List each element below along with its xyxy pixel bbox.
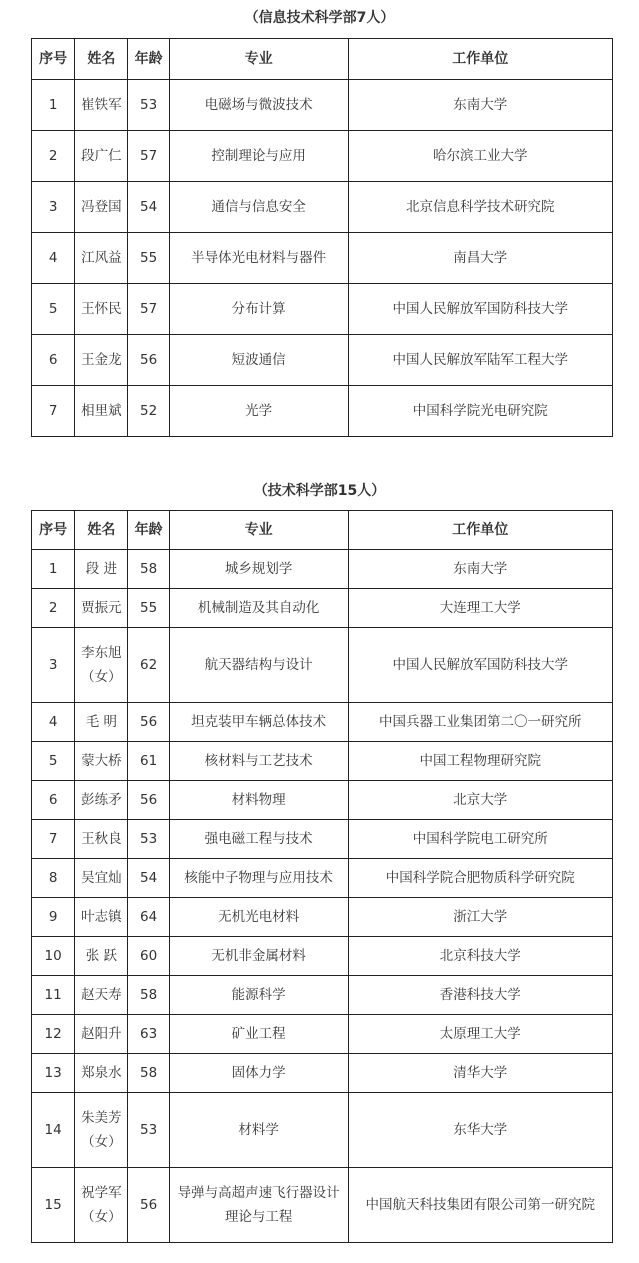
- header-cell-major: 专业: [169, 511, 348, 550]
- table-row: [32, 820, 613, 859]
- cell-name: [75, 742, 128, 781]
- cell-no: 3: [32, 628, 75, 703]
- major-text: 矿业工程: [231, 1026, 286, 1042]
- cell-unit: 东南大学: [348, 550, 612, 589]
- gender-note: （女）: [81, 1209, 122, 1225]
- table-row: [32, 131, 613, 182]
- cell-name: 冯登国: [75, 182, 128, 233]
- cell-unit: 太原理工大学: [348, 1015, 612, 1054]
- cell-name: [75, 781, 128, 820]
- header-cell-age: 年龄: [128, 511, 169, 550]
- table-row: [32, 335, 613, 386]
- cell-unit: 中国人民解放军国防科技大学: [348, 628, 612, 703]
- name-text: 蒙大桥: [81, 753, 122, 769]
- cell-no: 11: [32, 976, 75, 1015]
- cell-unit: 中国工程物理研究院: [348, 742, 612, 781]
- cell-major: 光学: [169, 386, 348, 437]
- cell-unit: 中国航天科技集团有限公司第一研究院: [348, 1168, 612, 1243]
- cell-name: [75, 976, 128, 1015]
- name-text: 王秋良: [81, 831, 122, 847]
- cell-age: 52: [128, 386, 169, 437]
- cell-no: 7: [32, 386, 75, 437]
- cell-age: 56: [128, 703, 169, 742]
- cell-major: [169, 703, 348, 742]
- cell-name: [75, 1168, 128, 1243]
- table-row: [32, 898, 613, 937]
- table-row: [32, 589, 613, 628]
- cell-name: 王金龙: [75, 335, 128, 386]
- cell-no: 13: [32, 1054, 75, 1093]
- table-row: [32, 1093, 613, 1168]
- cell-no: 8: [32, 859, 75, 898]
- cell-name: [75, 859, 128, 898]
- cell-major: [169, 550, 348, 589]
- cell-no: 10: [32, 937, 75, 976]
- table-row: [32, 182, 613, 233]
- cell-unit: 北京大学: [348, 781, 612, 820]
- cell-name: [75, 628, 128, 703]
- cell-unit: 南昌大学: [348, 233, 612, 284]
- table-row: [32, 1168, 613, 1243]
- table-row: [32, 386, 613, 437]
- cell-unit: 中国科学院电工研究所: [348, 820, 612, 859]
- cell-name: 段广仁: [75, 131, 128, 182]
- cell-unit: 北京信息科学技术研究院: [348, 182, 612, 233]
- cell-no: 5: [32, 742, 75, 781]
- cell-age: 56: [128, 781, 169, 820]
- cell-age: 57: [128, 131, 169, 182]
- cell-unit: 北京科技大学: [348, 937, 612, 976]
- header-cell-name: 姓名: [75, 511, 128, 550]
- cell-name: [75, 820, 128, 859]
- cell-major: [169, 1054, 348, 1093]
- cell-age: 56: [128, 1168, 169, 1243]
- cell-no: 6: [32, 335, 75, 386]
- cell-unit: 中国兵器工业集团第二〇一研究所: [348, 703, 612, 742]
- cell-age: 58: [128, 1054, 169, 1093]
- cell-major: 分布计算: [169, 284, 348, 335]
- major-text: 无机光电材料: [218, 909, 300, 925]
- name-text: 毛 明: [85, 714, 117, 730]
- table-row: [32, 976, 613, 1015]
- section2-caption: （技术科学部15人）: [253, 483, 386, 499]
- cell-name: [75, 589, 128, 628]
- cell-unit: 中国科学院光电研究院: [348, 386, 612, 437]
- major-text: 材料物理: [231, 792, 286, 808]
- cell-no: 12: [32, 1015, 75, 1054]
- cell-age: 63: [128, 1015, 169, 1054]
- name-text: 祝学军: [81, 1185, 122, 1201]
- cell-major: 通信与信息安全: [169, 182, 348, 233]
- cell-unit: 清华大学: [348, 1054, 612, 1093]
- cell-no: 4: [32, 703, 75, 742]
- gender-note: （女）: [81, 669, 122, 685]
- header-cell-no: 序号: [32, 39, 75, 80]
- table-row: [32, 233, 613, 284]
- section1-caption: （信息技术科学部7人）: [244, 10, 395, 26]
- cell-name: [75, 1015, 128, 1054]
- cell-name: [75, 937, 128, 976]
- cell-no: 2: [32, 589, 75, 628]
- major-text: 城乡规划学: [224, 561, 293, 577]
- cell-unit: 香港科技大学: [348, 976, 612, 1015]
- major-text: 材料学: [238, 1122, 279, 1138]
- cell-no: 6: [32, 781, 75, 820]
- cell-age: 54: [128, 182, 169, 233]
- table-row: [32, 781, 613, 820]
- cell-major: [169, 1168, 348, 1243]
- name-text: 李东旭: [81, 645, 122, 661]
- cell-unit: 中国人民解放军陆军工程大学: [348, 335, 612, 386]
- header-row: [32, 511, 613, 550]
- cell-name: [75, 1093, 128, 1168]
- cell-major: [169, 1093, 348, 1168]
- table-row: [32, 937, 613, 976]
- cell-no: 9: [32, 898, 75, 937]
- major-text-line2: 理论与工程: [224, 1209, 293, 1225]
- cell-unit: 中国人民解放军国防科技大学: [348, 284, 612, 335]
- header-cell-unit: 工作单位: [348, 39, 612, 80]
- table-row: [32, 628, 613, 703]
- header-cell-age: 年龄: [128, 39, 169, 80]
- name-text: 赵天寿: [81, 987, 122, 1003]
- table-row: [32, 859, 613, 898]
- cell-no: 14: [32, 1093, 75, 1168]
- cell-no: 3: [32, 182, 75, 233]
- name-text: 叶志镇: [81, 909, 122, 925]
- cell-major: [169, 937, 348, 976]
- cell-major: [169, 781, 348, 820]
- cell-no: 1: [32, 550, 75, 589]
- header-cell-unit: 工作单位: [348, 511, 612, 550]
- cell-age: 55: [128, 233, 169, 284]
- major-text: 核材料与工艺技术: [204, 753, 313, 769]
- major-text: 强电磁工程与技术: [204, 831, 313, 847]
- cell-major: [169, 1015, 348, 1054]
- major-text: 航天器结构与设计: [204, 657, 313, 673]
- cell-major: [169, 976, 348, 1015]
- cell-unit: 哈尔滨工业大学: [348, 131, 612, 182]
- header-cell-name: 姓名: [75, 39, 128, 80]
- cell-no: 4: [32, 233, 75, 284]
- major-text: 固体力学: [231, 1065, 286, 1081]
- cell-unit: 浙江大学: [348, 898, 612, 937]
- cell-major: [169, 820, 348, 859]
- gender-note: （女）: [81, 1134, 122, 1150]
- cell-unit: 中国科学院合肥物质科学研究院: [348, 859, 612, 898]
- cell-name: 江风益: [75, 233, 128, 284]
- cell-name: [75, 703, 128, 742]
- cell-age: 54: [128, 859, 169, 898]
- cell-major: 控制理论与应用: [169, 131, 348, 182]
- cell-major: [169, 589, 348, 628]
- cell-name: [75, 550, 128, 589]
- major-text: 导弹与高超声速飞行器设计: [177, 1185, 340, 1201]
- cell-name: 崔铁军: [75, 80, 128, 131]
- cell-age: 61: [128, 742, 169, 781]
- header-cell-no: 序号: [32, 511, 75, 550]
- header-cell-major: 专业: [169, 39, 348, 80]
- cell-age: 64: [128, 898, 169, 937]
- name-text: 段 进: [85, 561, 117, 577]
- cell-major: [169, 628, 348, 703]
- table-row: [32, 1054, 613, 1093]
- section1-table: [31, 38, 613, 437]
- name-text: 彭练矛: [81, 792, 122, 808]
- cell-name: 王怀民: [75, 284, 128, 335]
- name-text: 赵阳升: [81, 1026, 122, 1042]
- cell-age: 60: [128, 937, 169, 976]
- major-text: 无机非金属材料: [211, 948, 306, 964]
- table-row: [32, 703, 613, 742]
- table-row: [32, 550, 613, 589]
- cell-age: 58: [128, 976, 169, 1015]
- cell-name: [75, 898, 128, 937]
- name-text: 朱美芳: [81, 1110, 122, 1126]
- cell-age: 57: [128, 284, 169, 335]
- name-text: 吴宜灿: [81, 870, 122, 886]
- name-text: 贾振元: [81, 600, 122, 616]
- cell-name: 相里斌: [75, 386, 128, 437]
- cell-no: 2: [32, 131, 75, 182]
- cell-age: 53: [128, 1093, 169, 1168]
- header-row: [32, 39, 613, 80]
- cell-unit: 东华大学: [348, 1093, 612, 1168]
- cell-unit: 东南大学: [348, 80, 612, 131]
- major-text: 核能中子物理与应用技术: [184, 870, 333, 886]
- cell-unit: 大连理工大学: [348, 589, 612, 628]
- cell-no: 7: [32, 820, 75, 859]
- cell-age: 62: [128, 628, 169, 703]
- cell-age: 53: [128, 80, 169, 131]
- table-row: [32, 1015, 613, 1054]
- cell-major: 半导体光电材料与器件: [169, 233, 348, 284]
- cell-no: 1: [32, 80, 75, 131]
- major-text: 能源科学: [231, 987, 286, 1003]
- cell-major: [169, 898, 348, 937]
- cell-age: 53: [128, 820, 169, 859]
- cell-no: 5: [32, 284, 75, 335]
- table-row: [32, 80, 613, 131]
- section2-table: [31, 510, 613, 1243]
- name-text: 郑泉水: [81, 1065, 122, 1081]
- cell-age: 58: [128, 550, 169, 589]
- cell-age: 55: [128, 589, 169, 628]
- major-text: 机械制造及其自动化: [197, 600, 320, 616]
- cell-major: 电磁场与微波技术: [169, 80, 348, 131]
- cell-major: [169, 859, 348, 898]
- major-text: 坦克装甲车辆总体技术: [191, 714, 327, 730]
- table-row: [32, 742, 613, 781]
- cell-age: 56: [128, 335, 169, 386]
- name-text: 张 跃: [85, 948, 117, 964]
- cell-major: 短波通信: [169, 335, 348, 386]
- cell-no: 15: [32, 1168, 75, 1243]
- cell-name: [75, 1054, 128, 1093]
- cell-major: [169, 742, 348, 781]
- table-row: [32, 284, 613, 335]
